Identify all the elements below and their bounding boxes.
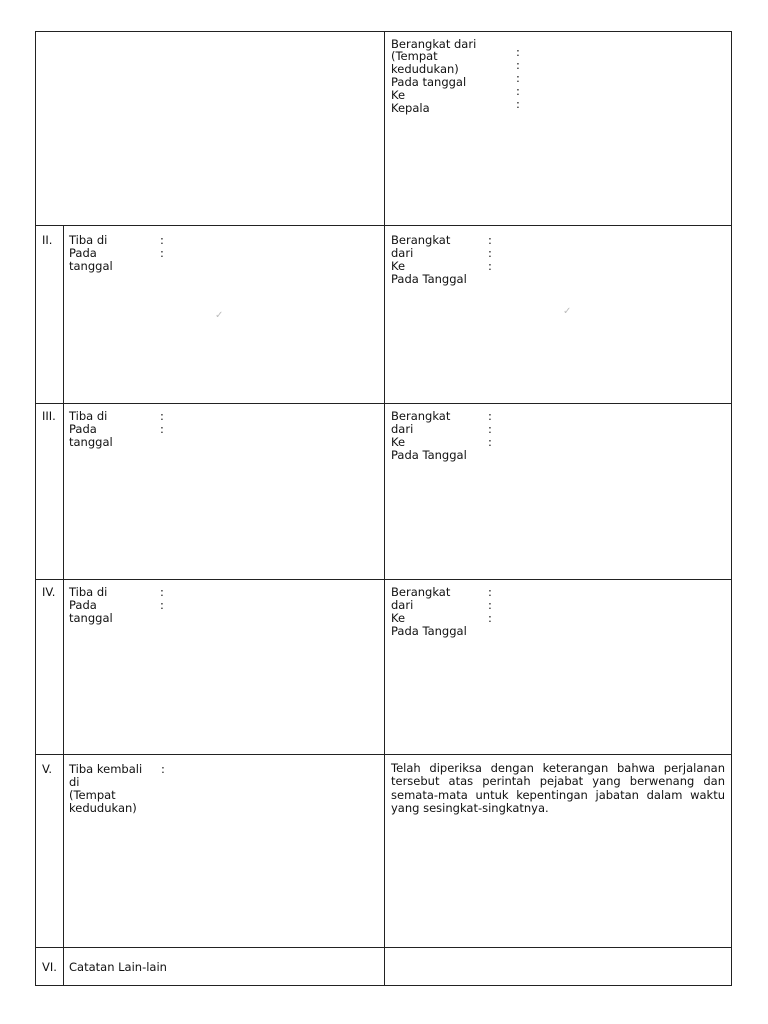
label-pada-tanggal: Pada Tanggal bbox=[391, 272, 467, 286]
label-kepala: Kepala bbox=[391, 101, 430, 115]
check-mark-icon: ✓ bbox=[563, 306, 572, 317]
label-dari: dari bbox=[391, 598, 414, 612]
colon: : bbox=[516, 97, 520, 111]
label-ke: Ke bbox=[391, 435, 406, 449]
label-pada-tanggal: Pada Tanggal bbox=[391, 448, 467, 462]
colon: : bbox=[160, 598, 164, 612]
label-pada-tanggal: Pada tanggal bbox=[391, 75, 467, 89]
column-divider-center bbox=[384, 32, 385, 985]
section-number: V. bbox=[42, 762, 53, 776]
label-ke: Ke bbox=[391, 611, 406, 625]
colon: : bbox=[516, 71, 520, 85]
label-berangkat: Berangkat bbox=[391, 233, 451, 247]
label-tanggal: tanggal bbox=[69, 611, 113, 625]
colon: : bbox=[488, 422, 492, 436]
label-tanggal: tanggal bbox=[69, 435, 113, 449]
section-number: II. bbox=[42, 233, 53, 247]
label-pada: Pada bbox=[69, 422, 97, 436]
label-catatan-lain-lain: Catatan Lain-lain bbox=[69, 960, 167, 974]
label-berangkat: Berangkat bbox=[391, 585, 451, 599]
label-dari: dari bbox=[391, 246, 414, 260]
label-kedudukan: kedudukan) bbox=[391, 62, 459, 76]
label-pada: Pada bbox=[69, 598, 97, 612]
label-dari: dari bbox=[391, 422, 414, 436]
label-tempat: (Tempat bbox=[391, 49, 438, 63]
section-number: IV. bbox=[42, 585, 56, 599]
check-mark-icon: ✓ bbox=[215, 310, 224, 321]
label-berangkat-dari: Berangkat dari bbox=[391, 37, 477, 51]
colon: : bbox=[488, 409, 492, 423]
label-ke: Ke bbox=[391, 259, 406, 273]
section-number: VI. bbox=[42, 960, 57, 974]
label-tanggal: tanggal bbox=[69, 259, 113, 273]
column-divider-number bbox=[63, 225, 64, 985]
colon: : bbox=[488, 611, 492, 625]
colon: : bbox=[516, 45, 520, 59]
label-tempat: (Tempat bbox=[69, 788, 116, 802]
colon: : bbox=[160, 233, 164, 247]
label-tiba-di: Tiba di bbox=[69, 585, 108, 599]
verification-statement: Telah diperiksa dengan keterangan bahwa perjalanan tersebut atas perintah pejabat yang berwenang dan semata-mata untuk kepentingan jabatan dalam waktu yang sesingkat-singkatnya. bbox=[391, 761, 725, 815]
label-pada-tanggal: Pada Tanggal bbox=[391, 624, 467, 638]
label-ke: Ke bbox=[391, 88, 406, 102]
colon: : bbox=[516, 58, 520, 72]
colon: : bbox=[488, 435, 492, 449]
colon: : bbox=[160, 246, 164, 260]
colon: : bbox=[488, 246, 492, 260]
section-number: III. bbox=[42, 409, 56, 423]
label-pada: Pada bbox=[69, 246, 97, 260]
travel-document-form bbox=[35, 31, 732, 986]
colon: : bbox=[161, 762, 165, 776]
colon: : bbox=[488, 259, 492, 273]
label-kedudukan: kedudukan) bbox=[69, 801, 137, 815]
colon: : bbox=[160, 585, 164, 599]
label-tiba-di: Tiba di bbox=[69, 233, 108, 247]
label-tiba-kembali: Tiba kembali bbox=[69, 762, 143, 776]
colon: : bbox=[160, 409, 164, 423]
label-di: di bbox=[69, 775, 80, 789]
label-tiba-di: Tiba di bbox=[69, 409, 108, 423]
colon: : bbox=[516, 84, 520, 98]
label-berangkat: Berangkat bbox=[391, 409, 451, 423]
colon: : bbox=[488, 233, 492, 247]
colon: : bbox=[160, 422, 164, 436]
colon: : bbox=[488, 598, 492, 612]
colon: : bbox=[488, 585, 492, 599]
